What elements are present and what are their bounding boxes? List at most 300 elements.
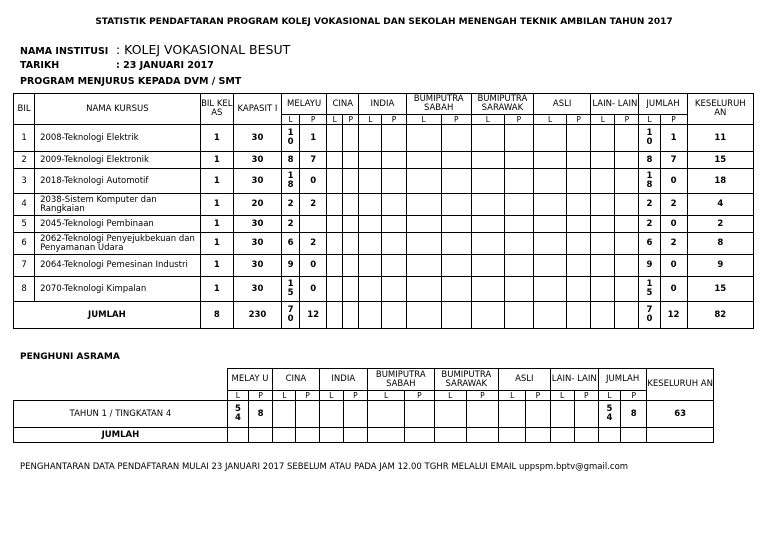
header-l: L: [534, 115, 567, 125]
asrama-header-jumlah: JUMLAH: [598, 369, 646, 391]
row-empty-cell: [441, 277, 471, 302]
row-empty-cell: [327, 216, 343, 233]
row-empty-cell: [327, 169, 343, 194]
asrama-total-empty-cell: [367, 428, 404, 443]
row-melayu-l: 2: [282, 216, 300, 233]
row-empty-cell: [471, 233, 504, 255]
total-empty-cell: [441, 302, 471, 329]
row-melayu-p: 0: [300, 255, 327, 277]
row-empty-cell: [471, 125, 504, 152]
row-empty-cell: [567, 255, 591, 277]
header-bumiputra-sabah: BUMIPUTRA SABAH: [406, 94, 471, 115]
total-empty-cell: [406, 302, 441, 329]
row-empty-cell: [471, 216, 504, 233]
row-empty-cell: [359, 216, 382, 233]
row-empty-cell: [441, 216, 471, 233]
row-empty-cell: [406, 216, 441, 233]
row-jumlah-p: 0: [660, 169, 687, 194]
row-jumlah-p: 2: [660, 233, 687, 255]
row-kapasiti: 30: [233, 277, 281, 302]
total-melayu-l: 7 0: [282, 302, 300, 329]
header-l: L: [591, 115, 615, 125]
header-bil: BIL: [14, 94, 35, 125]
asrama-total-empty-cell: [405, 428, 434, 443]
row-empty-cell: [406, 277, 441, 302]
row-empty-cell: [359, 125, 382, 152]
asrama-total-empty-cell: [550, 428, 574, 443]
row-kapasiti: 20: [233, 194, 281, 216]
table-row: [14, 125, 754, 152]
table-row: [14, 233, 754, 255]
row-empty-cell: [591, 152, 615, 169]
header-keseluruhan: KESELURUH AN: [687, 94, 753, 125]
total-empty-cell: [343, 302, 359, 329]
asrama-header-p: P: [526, 391, 550, 401]
row-melayu-l: 2: [282, 194, 300, 216]
row-empty-cell: [359, 169, 382, 194]
row-bil: 2: [14, 152, 35, 169]
header-p: P: [441, 115, 471, 125]
row-keseluruhan: 15: [687, 152, 753, 169]
row-bil: 6: [14, 233, 35, 255]
total-bil-kelas: 8: [200, 302, 233, 329]
row-empty-cell: [615, 152, 639, 169]
row-kapasiti: 30: [233, 152, 281, 169]
asrama-header-cina: CINA: [273, 369, 319, 391]
header-bumiputra-sarawak: BUMIPUTRA SARAWAK: [471, 94, 533, 115]
row-jumlah-l: 2: [639, 216, 660, 233]
row-empty-cell: [327, 125, 343, 152]
row-empty-cell: [534, 255, 567, 277]
row-empty-cell: [359, 233, 382, 255]
row-empty-cell: [359, 255, 382, 277]
tarikh-line: [20, 60, 214, 71]
asrama-empty-cell: [367, 401, 404, 428]
row-bil-kelas: 1: [200, 277, 233, 302]
row-melayu-p: 2: [300, 233, 327, 255]
row-empty-cell: [534, 216, 567, 233]
row-empty-cell: [615, 233, 639, 255]
row-jumlah-l: 1 8: [639, 169, 660, 194]
row-melayu-l: 9: [282, 255, 300, 277]
row-jumlah-p: 0: [660, 255, 687, 277]
asrama-header-melayu: MELAY U: [227, 369, 272, 391]
row-empty-cell: [441, 169, 471, 194]
row-empty-cell: [504, 194, 533, 216]
row-melayu-l: 1 8: [282, 169, 300, 194]
asrama-header-p: P: [296, 391, 319, 401]
row-bil: 7: [14, 255, 35, 277]
total-keseluruhan: 82: [687, 302, 753, 329]
row-jumlah-p: 0: [660, 277, 687, 302]
row-jumlah-p: 0: [660, 216, 687, 233]
row-empty-cell: [534, 152, 567, 169]
total-empty-cell: [567, 302, 591, 329]
header-bil-kelas: BIL KEL AS: [200, 94, 233, 125]
row-melayu-p: 2: [300, 194, 327, 216]
total-row: [14, 302, 754, 329]
asrama-empty-cell: [343, 401, 367, 428]
row-empty-cell: [382, 194, 406, 216]
row-empty-cell: [591, 277, 615, 302]
tarikh-label: TARIKH: [20, 60, 60, 71]
row-keseluruhan: 8: [687, 233, 753, 255]
row-empty-cell: [504, 125, 533, 152]
row-melayu-l: 6: [282, 233, 300, 255]
row-bil-kelas: 1: [200, 152, 233, 169]
total-empty-cell: [504, 302, 533, 329]
row-empty-cell: [327, 152, 343, 169]
row-empty-cell: [382, 216, 406, 233]
row-empty-cell: [441, 194, 471, 216]
row-bil-kelas: 1: [200, 125, 233, 152]
asrama-empty-cell: [296, 401, 319, 428]
row-keseluruhan: 4: [687, 194, 753, 216]
asrama-total-empty-cell: [526, 428, 550, 443]
row-bil-kelas: 1: [200, 233, 233, 255]
header-india: INDIA: [359, 94, 406, 115]
row-empty-cell: [471, 277, 504, 302]
row-empty-cell: [343, 169, 359, 194]
total-empty-cell: [327, 302, 343, 329]
total-empty-cell: [534, 302, 567, 329]
row-empty-cell: [382, 277, 406, 302]
asrama-empty-cell: [499, 401, 526, 428]
asrama-melayu-l: 5 4: [227, 401, 248, 428]
row-empty-cell: [382, 125, 406, 152]
row-empty-cell: [406, 152, 441, 169]
row-empty-cell: [471, 255, 504, 277]
row-empty-cell: [406, 169, 441, 194]
asrama-total-empty-cell: [466, 428, 498, 443]
asrama-header-keseluruhan: KESELURUH AN: [647, 369, 714, 401]
row-nama-kursus: 2018-Teknologi Automotif: [35, 169, 201, 194]
row-empty-cell: [534, 233, 567, 255]
document-title: STATISTIK PENDAFTARAN PROGRAM KOLEJ VOKASIONAL DAN SEKOLAH MENENGAH TEKNIK AMBILAN TAHUN 2017: [95, 17, 673, 27]
row-empty-cell: [534, 277, 567, 302]
institusi-label: NAMA INSTITUSI: [20, 46, 109, 57]
asrama-header-l: L: [273, 391, 296, 401]
asrama-total-empty-cell: [343, 428, 367, 443]
header-l: L: [471, 115, 504, 125]
row-empty-cell: [504, 216, 533, 233]
row-empty-cell: [504, 152, 533, 169]
row-empty-cell: [504, 277, 533, 302]
header-jumlah: JUMLAH: [639, 94, 687, 115]
asrama-total-empty-cell: [227, 428, 248, 443]
asrama-header-p: P: [574, 391, 598, 401]
row-empty-cell: [534, 169, 567, 194]
asrama-header-india: INDIA: [319, 369, 367, 391]
row-nama-kursus: 2045-Teknologi Pembinaan: [35, 216, 201, 233]
asrama-header-blank: [14, 369, 228, 401]
header-kapasiti: KAPASIT I: [233, 94, 281, 125]
row-jumlah-p: 1: [660, 125, 687, 152]
asrama-header-l: L: [434, 391, 466, 401]
row-empty-cell: [359, 152, 382, 169]
row-empty-cell: [327, 233, 343, 255]
header-cina: CINA: [327, 94, 359, 115]
asrama-total-empty-cell: [434, 428, 466, 443]
institusi-value: : KOLEJ VOKASIONAL BESUT: [116, 42, 291, 57]
total-label: JUMLAH: [14, 302, 201, 329]
asrama-header-bumiputra-sabah: BUMIPUTRA SABAH: [367, 369, 434, 391]
row-melayu-l: 8: [282, 152, 300, 169]
row-empty-cell: [567, 233, 591, 255]
row-empty-cell: [591, 255, 615, 277]
asrama-header-p: P: [343, 391, 367, 401]
asrama-table: [13, 368, 714, 443]
row-bil: 3: [14, 169, 35, 194]
row-kapasiti: 30: [233, 216, 281, 233]
row-melayu-p: 0: [300, 277, 327, 302]
row-empty-cell: [382, 233, 406, 255]
row-keseluruhan: 11: [687, 125, 753, 152]
header-l: L: [359, 115, 382, 125]
row-nama-kursus: 2038-Sistem Komputer dan Rangkaian: [35, 194, 201, 216]
row-empty-cell: [406, 233, 441, 255]
asrama-total-empty-cell: [499, 428, 526, 443]
asrama-header-asli: ASLI: [499, 369, 550, 391]
header-p: P: [504, 115, 533, 125]
row-empty-cell: [591, 233, 615, 255]
row-empty-cell: [591, 194, 615, 216]
header-p: P: [382, 115, 406, 125]
row-empty-cell: [382, 169, 406, 194]
total-jumlah-l: 7 0: [639, 302, 660, 329]
row-empty-cell: [504, 233, 533, 255]
total-empty-cell: [615, 302, 639, 329]
total-empty-cell: [471, 302, 504, 329]
row-kapasiti: 30: [233, 169, 281, 194]
row-empty-cell: [591, 216, 615, 233]
row-empty-cell: [359, 194, 382, 216]
row-empty-cell: [615, 125, 639, 152]
row-bil-kelas: 1: [200, 216, 233, 233]
row-jumlah-l: 8: [639, 152, 660, 169]
row-empty-cell: [343, 233, 359, 255]
row-jumlah-l: 2: [639, 194, 660, 216]
asrama-empty-cell: [273, 401, 296, 428]
asrama-header-p: P: [621, 391, 647, 401]
table-row: [14, 152, 754, 169]
row-empty-cell: [615, 169, 639, 194]
total-empty-cell: [359, 302, 382, 329]
header-l: L: [406, 115, 441, 125]
asrama-jumlah-l: 5 4: [598, 401, 620, 428]
header-p: P: [615, 115, 639, 125]
asrama-total-empty-cell: [574, 428, 598, 443]
row-empty-cell: [567, 125, 591, 152]
row-bil: 1: [14, 125, 35, 152]
row-melayu-p: 0: [300, 169, 327, 194]
asrama-total-empty-cell: [647, 428, 714, 443]
header-p: P: [300, 115, 327, 125]
row-empty-cell: [504, 255, 533, 277]
row-empty-cell: [534, 125, 567, 152]
table-row: [14, 169, 754, 194]
asrama-total-empty-cell: [273, 428, 296, 443]
row-empty-cell: [591, 169, 615, 194]
row-melayu-p: 7: [300, 152, 327, 169]
asrama-header-p: P: [248, 391, 272, 401]
asrama-header-bumiputra-sarawak: BUMIPUTRA SARAWAK: [434, 369, 499, 391]
header-l: L: [639, 115, 660, 125]
row-bil-kelas: 1: [200, 194, 233, 216]
row-jumlah-l: 6: [639, 233, 660, 255]
asrama-header-p: P: [405, 391, 434, 401]
program-line: PROGRAM MENJURUS KEPADA DVM / SMT: [20, 76, 242, 87]
row-jumlah-l: 1 5: [639, 277, 660, 302]
row-empty-cell: [471, 152, 504, 169]
asrama-total-row: [14, 428, 714, 443]
asrama-header-lain-lain: LAIN- LAIN: [550, 369, 598, 391]
submission-note: PENGHANTARAN DATA PENDAFTARAN MULAI 23 JANUARI 2017 SEBELUM ATAU PADA JAM 12.00 TGHR MELALUI EMAIL uppspm.bptv@gmail.com: [20, 462, 629, 472]
total-kapasiti: 230: [233, 302, 281, 329]
row-jumlah-p: 2: [660, 194, 687, 216]
row-empty-cell: [441, 125, 471, 152]
row-empty-cell: [567, 277, 591, 302]
row-melayu-l: 1 5: [282, 277, 300, 302]
header-p: P: [660, 115, 687, 125]
asrama-header-l: L: [227, 391, 248, 401]
row-keseluruhan: 18: [687, 169, 753, 194]
asrama-empty-cell: [574, 401, 598, 428]
row-empty-cell: [359, 277, 382, 302]
row-kapasiti: 30: [233, 233, 281, 255]
row-empty-cell: [567, 194, 591, 216]
asrama-header-l: L: [550, 391, 574, 401]
table-row: [14, 277, 754, 302]
row-melayu-p: [300, 216, 327, 233]
asrama-section-title: PENGHUNI ASRAMA: [20, 352, 120, 362]
row-empty-cell: [327, 194, 343, 216]
row-empty-cell: [615, 216, 639, 233]
row-keseluruhan: 9: [687, 255, 753, 277]
header-lain-lain: LAIN- LAIN: [591, 94, 639, 115]
row-empty-cell: [471, 194, 504, 216]
institusi-line: [20, 42, 290, 57]
row-empty-cell: [567, 216, 591, 233]
asrama-jumlah-p: 8: [621, 401, 647, 428]
row-empty-cell: [504, 169, 533, 194]
asrama-melayu-p: 8: [248, 401, 272, 428]
asrama-row-label: TAHUN 1 / TINGKATAN 4: [14, 401, 228, 428]
asrama-total-empty-cell: [248, 428, 272, 443]
row-empty-cell: [567, 152, 591, 169]
asrama-empty-cell: [550, 401, 574, 428]
row-melayu-p: 1: [300, 125, 327, 152]
row-empty-cell: [327, 277, 343, 302]
header-melayu: MELAYU: [282, 94, 327, 115]
asrama-header-l: L: [598, 391, 620, 401]
asrama-empty-cell: [466, 401, 498, 428]
row-empty-cell: [406, 194, 441, 216]
header-p: P: [343, 115, 359, 125]
enrolment-table: [13, 93, 754, 329]
row-nama-kursus: 2008-Teknologi Elektrik: [35, 125, 201, 152]
row-jumlah-p: 7: [660, 152, 687, 169]
row-bil: 4: [14, 194, 35, 216]
row-empty-cell: [615, 277, 639, 302]
row-bil-kelas: 1: [200, 255, 233, 277]
row-nama-kursus: 2062-Teknologi Penyejukbekuan dan Penyamanan Udara: [35, 233, 201, 255]
asrama-header-l: L: [367, 391, 404, 401]
row-empty-cell: [567, 169, 591, 194]
row-empty-cell: [343, 277, 359, 302]
asrama-header-l: L: [499, 391, 526, 401]
row-empty-cell: [406, 255, 441, 277]
row-empty-cell: [591, 125, 615, 152]
asrama-total-empty-cell: [598, 428, 620, 443]
table-row: [14, 216, 754, 233]
row-jumlah-l: 1 0: [639, 125, 660, 152]
row-empty-cell: [441, 233, 471, 255]
tarikh-value: : 23 JANUARI 2017: [116, 60, 214, 71]
total-melayu-p: 12: [300, 302, 327, 329]
row-empty-cell: [343, 194, 359, 216]
row-nama-kursus: 2064-Teknologi Pemesinan Industri: [35, 255, 201, 277]
total-empty-cell: [591, 302, 615, 329]
asrama-empty-cell: [526, 401, 550, 428]
row-empty-cell: [441, 152, 471, 169]
header-l: L: [327, 115, 343, 125]
row-empty-cell: [343, 255, 359, 277]
row-empty-cell: [534, 194, 567, 216]
asrama-total-empty-cell: [296, 428, 319, 443]
row-bil: 5: [14, 216, 35, 233]
row-nama-kursus: 2009-Teknologi Elektronik: [35, 152, 201, 169]
row-empty-cell: [343, 125, 359, 152]
total-empty-cell: [382, 302, 406, 329]
header-p: P: [567, 115, 591, 125]
row-bil-kelas: 1: [200, 169, 233, 194]
row-empty-cell: [615, 194, 639, 216]
asrama-row: [14, 401, 714, 428]
row-empty-cell: [406, 125, 441, 152]
table-row: [14, 194, 754, 216]
asrama-total-empty-cell: [621, 428, 647, 443]
row-empty-cell: [615, 255, 639, 277]
row-empty-cell: [441, 255, 471, 277]
table-row: [14, 255, 754, 277]
asrama-empty-cell: [434, 401, 466, 428]
row-empty-cell: [343, 216, 359, 233]
asrama-total-empty-cell: [319, 428, 343, 443]
row-empty-cell: [382, 152, 406, 169]
row-keseluruhan: 2: [687, 216, 753, 233]
row-jumlah-l: 9: [639, 255, 660, 277]
asrama-keseluruhan: 63: [647, 401, 714, 428]
row-kapasiti: 30: [233, 255, 281, 277]
total-jumlah-p: 12: [660, 302, 687, 329]
row-bil: 8: [14, 277, 35, 302]
row-nama-kursus: 2070-Teknologi Kimpalan: [35, 277, 201, 302]
header-nama-kursus: NAMA KURSUS: [35, 94, 201, 125]
row-empty-cell: [327, 255, 343, 277]
row-melayu-l: 1 0: [282, 125, 300, 152]
header-asli: ASLI: [534, 94, 591, 115]
asrama-header-p: P: [466, 391, 498, 401]
asrama-header-l: L: [319, 391, 343, 401]
header-l: L: [282, 115, 300, 125]
row-empty-cell: [471, 169, 504, 194]
asrama-total-label: JUMLAH: [14, 428, 228, 443]
asrama-empty-cell: [319, 401, 343, 428]
row-empty-cell: [343, 152, 359, 169]
asrama-empty-cell: [405, 401, 434, 428]
row-empty-cell: [382, 255, 406, 277]
